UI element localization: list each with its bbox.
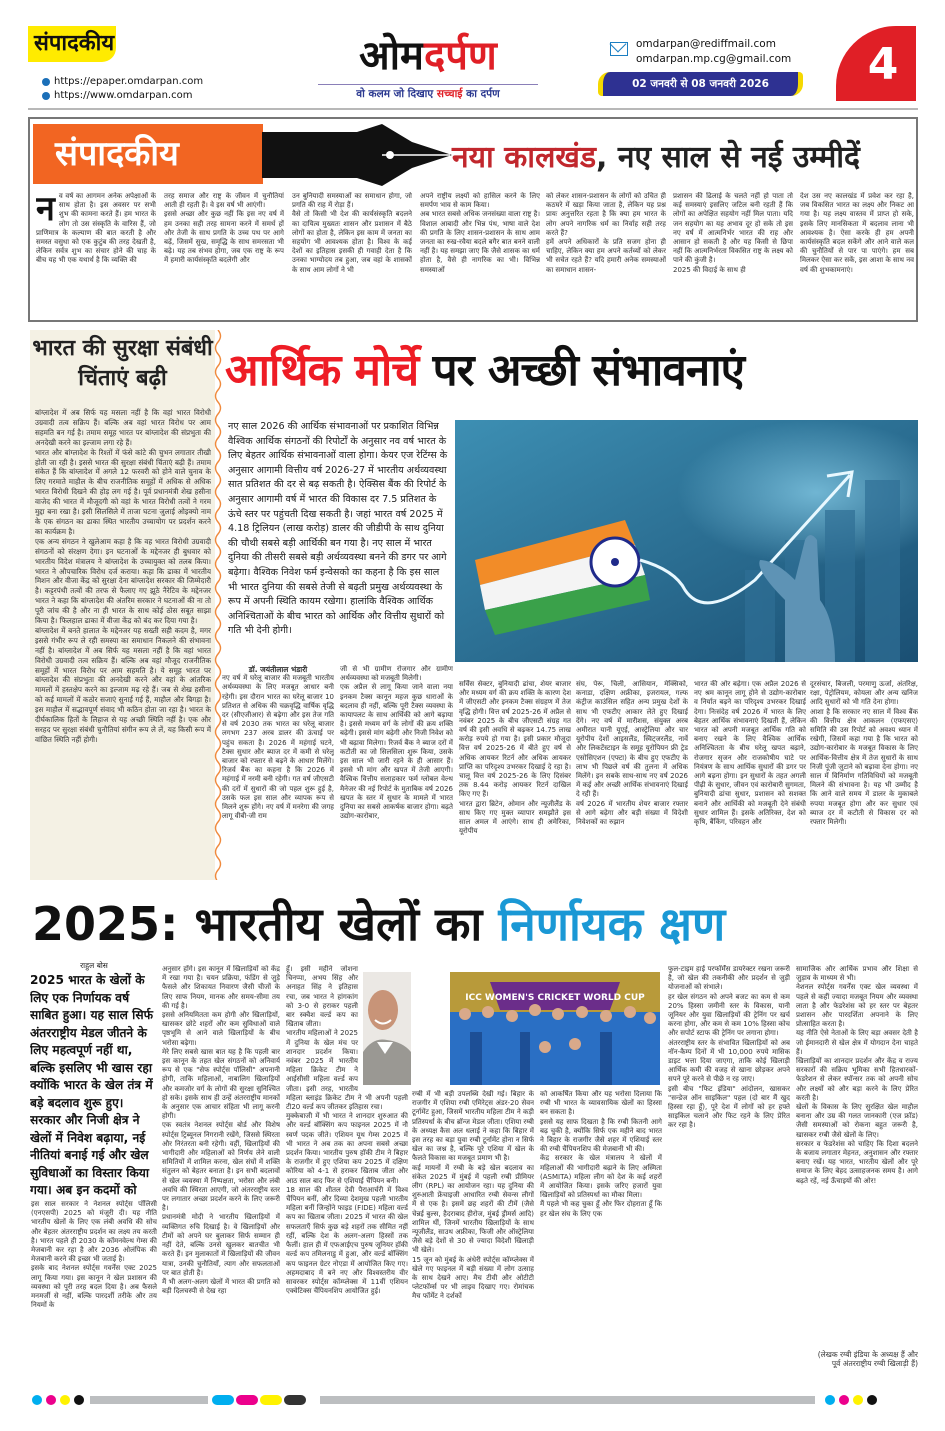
globe-icon: [42, 92, 50, 100]
author-note: (लेखक रग्बी इंडिया के अध्यक्ष हैं और पूर्व अंतरराष्ट्रीय रग्बी खिलाड़ी हैं): [817, 1350, 918, 1369]
growth-graphic-image: [455, 420, 918, 662]
globe-icon: [42, 78, 50, 86]
sports-column-6: फुल-टाइम हाई परफॉर्मेंस डायरेक्टर रखना जरूरी है, जो खेल की तकनीकी और प्रदर्शन से जुड़ी योजनाओं को संभाले। हर खेल संगठन को अपने बजट का कम से कम 20% हिस्सा जमीनी स्तर के विकास, यानी जूनियर और युवा खिलाड़ियों की ट्रेनिंग पर खर्च करना होगा, और कम से कम 10% हिस्सा कोच और सपोर्ट स्टाफ की ट्रेनिंग पर लगाना होगा। अंतरराष्ट्रीय स्तर के संभावित खिलाड़ियों को अब नॉन-कैम्प दिनों में भी 10,000 रुपये मासिक डाइट भत्ता दिया जाएगा, ताकि कोई खिलाड़ी आर्थिक कमी की वजह से खाना छोड़कर अपने सपने पूरे करने से पीछे न रह जाए। इसी बीच "फिट इंडिया" आंदोलन, खासकर "सन्डेज ऑन साइकिल" पहल (दो बार मैं खुद हिस्सा रहा हूँ), पूरे देश में लोगों को हर हफ्ते साइकिल चलाने और फिट रहने के लिए प्रेरित कर रहा है।: [668, 965, 790, 1130]
mail-icon: [610, 42, 628, 56]
editorial-column-3: उन बुनियादी समस्याओं का समाधान होगा, जो प्रगति की राह में रोड़ा हैं। वैसे तो किसी भी देश की कार्यसंस्कृति बदलने का दायित्व मुख्यतः शासन और प्रशासन में बैठे लोगों का होता है, लेकिन इस काम में जनता का सहयोग भी आवश्यक होता है। विश्व के कई देशों का इतिहास इसकी ही गवाही देता है कि उनका भाग्योदय तब हुआ, जब वहां के शासकों के साथ आम लोगों ने भी: [292, 192, 412, 274]
economy-column-1: [222, 665, 334, 873]
headline-red-part: आर्थिक मोर्चे: [225, 345, 419, 396]
sports-column-2: अनुसार होंगे। इस कानून में खिलाड़ियों को केंद्र में रखा गया है। चयन प्रक्रिया, फंडिंग से जुड़े फैसले और शिकायत निवारण जैसी चीजों के लिए साफ नियम, मानक और समय-सीमा तय की गई है। इससे अनियमितता कम होगी और खिलाड़ियों, खासकर छोटे शहरों और कम सुविधाओं वाले पृष्ठभूमि से आने वाले खिलाड़ियों के बीच भरोसा बढ़ेगा। मेरे लिए सबसे खास बात यह है कि पहली बार इस कानून के तहत खेल संगठनों को अनिवार्य रूप से एक "सेफ स्पोर्ट्स पॉलिसी" अपनानी होगी, ताकि महिलाओं, नाबालिग खिलाड़ियों और कमजोर वर्ग के लोगों की सुरक्षा सुनिश्चित हो सके। इसके साथ ही उन्हें अंतरराष्ट्रीय मानकों के अनुसार एक आचार संहिता भी लागू करनी होगी। एक स्वतंत्र नेशनल स्पोर्ट्स बोर्ड और विशेष स्पोर्ट्स ट्रिब्यूनल निगरानी रखेंगे, जिससे स्थिरता और निरंतरता बनी रहेगी। वहीं, खिलाड़ियों की भागीदारी और महिलाओं को निर्णय लेने वाली समितियों में शामिल करना, खेल संघों में शक्ति संतुलन को बेहतर बनाता है। इन सभी बदलावों से खेल व्यवस्था में निष्पक्षता, भरोसा और लंबी अवधि की स्थिरता आएगी, जो अंतरराष्ट्रीय स्तर पर लगातार अच्छा प्रदर्शन करने के लिए जरूरी है। प्रधानमंत्री मोदी ने भारतीय खिलाड़ियों में व्यक्तिगत रुचि दिखाई है। वे खिलाड़ियों और टीमों को अपने घर बुलाकर सिर्फ सम्मान ही नहीं देते, बल्कि उनसे खुलकर बातचीत भी करते हैं। इन मुलाकातों में खिलाड़ियों की जीवन यात्रा, उनकी चुनौतियाँ, त्याग और सफलताओं पर बात होती है। मैं भी अलग-अलग खेलों में भारत की प्रगति को बड़ी दिलचस्पी से देख रहा: [162, 965, 280, 1296]
tagline-part1: वो कलम जो दिखाए: [356, 88, 434, 100]
column-text: हूँ। इसी महीने जोशना चिनप्पा, अभय सिंह और अनाहत सिंह ने इतिहास रचा, जब भारत ने हांगकांग को 3-0 से हराकर पहली बार स्क्वैश वर्ल्ड कप का खिताब जीता। भारतीय महिलाओं ने 2025 में दुनिया के खेल मंच पर शानदार प्रदर्शन किया। नवंबर 2025 में भारतीय महिला क्रिकेट टीम ने आईसीसी महिला वर्ल्ड कप जीता। इसी तरह, भारतीय महिला ब्लाइंड क्रिकेट टीम ने भी अपनी पहली टी20 वर्ल्ड कप जीतकर इतिहास रचा। मुक्केबाजी में भी भारत ने शानदार शुरुआत की और वर्ल्ड बॉक्सिंग कप फाइनल 2025 में नौ स्वर्ण पदक जीते। एशियन यूथ गेम्स 2025 में भी भारत ने अब तक का अपना सबसे अच्छा प्रदर्शन किया। भारतीय पुरुष हॉकी टीम ने बिहार के राजगीर में हुए एशिया कप 2025 में दक्षिण कोरिया को 4-1 से हराकर खिताब जीता और आठ साल बाद फिर से एशियाई चैंपियन बनी। 18 साल की शीतल देवी पैराआर्चरी में विश्व चैंपियन बनीं, और दिव्या देशमुख पहली भारतीय महिला बनीं जिन्होंने फाइड (FIDE) महिला वर्ल्ड कप का खिताब जीता। 2025 में भारत की खेल सफलताएँ सिर्फ कुछ बड़े शहरों तक सीमित नहीं रहीं, बल्कि देश के अलग-अलग हिस्सों तक फैलीं। हाल ही में एफआईएच पुरुष जूनियर हॉकी वर्ल्ड कप तमिलनाडु में हुआ, और वर्ल्ड बॉक्सिंग कप फाइनल ग्रेटर नोएडा में आयोजित किए गए। अहमदाबाद में बने नए और विश्वस्तरीय वीर सावरकर स्पोर्ट्स कॉम्प्लेक्स में 11वीं एशियन एक्वेटिक्स चैंपियनशिप आयोजित हुई।: [286, 965, 408, 1296]
issue-date: 02 जनवरी से 08 जनवरी 2026: [598, 72, 803, 96]
intro-text: 2025 भारत के खेलों के लिए एक निर्णायक वर्ष साबित हुआ। यह साल सिर्फ अंतरराष्ट्रीय मेडल जीतने के लिए महत्वपूर्ण नहीं था, बल्कि इसलिए भी खास रहा क्योंकि भारत के खेल तंत्र में बड़े बदलाव शुरू हुए। सरकार और निजी क्षेत्र ने खेलों में निवेश बढ़ाया, नई नीतियां बनाई गई और खेल सुविधाओं का विस्तार किया गया। अब इन कदमों को: [30, 973, 153, 1196]
sports-column-7: सामाजिक और आर्थिक प्रभाव और शिक्षा से जुड़ाव के माध्यम से भी। नेशनल स्पोर्ट्स गवर्नेंस एक्ट खेल व्यवस्था में पहले से कहीं ज्यादा मजबूत नियम और व्यवस्था लाता है और फेडरेशंस को हर स्तर पर बेहतर प्रशासन और पारदर्शिता अपनाने के लिए प्रोत्साहित करता है। यह नीति ऐसे नेताओं के लिए बड़ा अवसर देती है जो ईमानदारी से खेल क्षेत्र में योगदान देना चाहते हैं। खिलाड़ियों का शानदार प्रदर्शन और केंद्र व राज्य सरकारों की सक्रिय भूमिका सभी हितधारकों-फेडरेशन से लेकर स्पॉन्सर तक को अपनी सोच और लक्ष्यों को और बड़ा करने के लिए प्रेरित करती है। खेलों के विकास के लिए सुरक्षित खेल माहौल बनाना और उम्र की गलत जानकारी (एज फ्रॉड) जैसी समस्याओं को रोकना बहुत जरूरी है, खासकर रग्बी जैसे खेलों के लिए। सरकार व फेडरेशंस को चाहिए कि दिशा बदलने के बजाय लगातार मेहनत, अनुशासन और रफ्तार बनाए रखें। यह भारत, भारतीय खेलों और पूरे समाज के लिए बेहद उत्साहजनक समय है। आगे बढ़ते रहें, नई ऊँचाइयों की ओर!: [796, 965, 918, 1185]
logo-part1: ओम: [359, 33, 424, 79]
tagline-part3: का दर्पण: [466, 88, 500, 100]
editorial-headline: [452, 135, 860, 176]
editorial-column-6: प्रशासन की ढिलाई के चलते नहीं हो पाता तो कई समस्याएं इसलिए जटिल बनी रहती हैं कि लोगों का अपेक्षित सहयोग नहीं मिल पाता। यदि जन सहयोग का यह अभाव दूर हो सके तो इस नए वर्ष में आत्मनिर्भर भारत की राह और आसान हो सकती है और यह किसी से छिपा नहीं कि आत्मनिर्भरता विकसित राष्ट्र के लक्ष्य को पाने की कुंजी है। 2025 की विदाई के साथ ही: [673, 192, 793, 274]
economy-intro: नए साल 2026 की आर्थिक संभावनाओं पर प्रकाशित विभिन्न वैश्विक आर्थिक संगठनों की रिपोर्टों के अनुसार नव वर्ष भारत के लिए बेहतर आर्थिक संभावनाओं वाला होगा। केयर एज रेटिंग्स के अनुसार आगामी वित्तीय वर्ष 2026-27 में भारतीय अर्थव्यवस्था सात प्रतिशत की दर से बढ़ सकती है। ऐक्सिस बैंक की रिपोर्ट के अनुसार आगामी वर्ष में भारत की विकास दर 7.5 प्रतिशत के ऊंचे स्तर पर पहुंचती दिख सकती है। जहां भारत वर्ष 2025 में 4.18 ट्रिलियन (लाख करोड़) डालर की जीडीपी के साथ दुनिया की चौथी सबसे बड़ी आर्थिकी बन गया है। नए साल में भारत दुनिया की तीसरी सबसे बड़ी अर्थव्यवस्था बनने की डगर पर आगे बढ़ेगा। वैश्विक निवेश फर्म इन्वेसको का कहना है कि इस साल भी भारत दुनिया की सबसे तेजी से बढ़ती प्रमुख अर्थव्यवस्था के रूप में अपनी स्थिति कायम रखेगा। हालांकि वैश्विक आर्थिक अनिश्चिताओं के बीच भारत को आर्थिक और वित्तीय सुधारों को गति भी देनी होगी।: [228, 421, 448, 637]
economy-headline: [225, 338, 744, 404]
website-link[interactable]: [42, 90, 192, 101]
sports-column-5: को आकर्षित किया और यह भरोसा दिलाया कि रग्बी भी भारत के व्यावसायिक खेलों का हिस्सा बन सकता है। इससे यह साफ दिखता है कि रग्बी कितनी आगे बढ़ चुकी है, क्योंकि सिर्फ एक महीने बाद भारत ने बिहार के राजगीर जैसे शहर में एशियाई स्तर की रग्बी चैंपियनशिप की मेजबानी भी की। केंद्र सरकार के खेल मंत्रालय ने खेलों में महिलाओं की भागीदारी बढ़ाने के लिए अस्मिता (ASMITA) महिला लीग को देश के कई शहरों में आयोजित किया। इसके जरिए हजारों युवा खिलाड़ियों को प्रतिस्पर्धा का मौका मिला। मैं पहले भी कह चुका हूँ और फिर दोहराता हूँ कि हर खेल संघ के लिए एक: [540, 1090, 662, 1218]
sidebar-body: बांग्लादेश में अब सिर्फ यह मसला नहीं है कि वहां भारत विरोधी उग्रवादी तत्व सक्रिय हैं। बल्कि अब वहां भारत विरोध पर आम सहमति बन गई है। तमाम समूह भारत पर बांग्लादेश की संप्रभुता की अनदेखी करने का इल्जाम लगा रहे हैं। भारत और बांग्लादेश के रिश्तों में फंसे कांटे की चुभन लगातार तीखी होती जा रही है। इससे भारत की सुरक्षा संबंधी चिंताएं बढ़ी हैं। तमाम संकेत हैं कि बांग्लादेश में अगले 12 फरवरी को होने वाले चुनाव के लिए गरमाते माहौल के बीच राजनीतिक समूहों में अधिक से अधिक भारत विरोधी दिखने की होड़ लग गई है। पूर्व प्रधानमंत्री शेख हसीना वाजेद की भारत में मौजूदगी को वहां के भारत विरोधी तत्वों ने गरम मुद्दा बना रखा है। इसी सिलसिले में ताजा घटना जुलाई ओइक्यो नाम के एक संगठन का ढाका स्थित भारतीय उच्चायोग पर प्रदर्शन करने का कार्यक्रम है। एक अन्य संगठन ने खुलेआम कहा है कि वह भारत विरोधी उग्रवादी संगठनों को संरक्षण देगा। इन घटनाओं के मद्देनजर ही बुधवार को भारतीय विदेश मंत्रालय ने बांग्लादेश के उच्चायुक्त को तलब किया। भारत ने औपचारिक विरोध दर्ज कराया। कहा कि ढाका में भारतीय मिशन और वीजा केंद्र को सुरक्षा देना बांग्लादेश सरकार की जिम्मेदारी है। कट्टरपंथी तत्वों की तरफ से फैलाए गए झूठे नैरेटिव के मद्देनजर भारत ने कहा कि बांग्लादेश की अंतरिम सरकार ने घटनाओं की ना तो पूरी जांच की है और ना ही भारत के साथ कोई ठोस सबूत साझा किया है। फिलहाल ढाका में वीजा केंद्र को बंद कर दिया गया है। बांग्लादेश में बनते हालात के मद्देनजर यह सख्ती सही कदम है, मगर इससे गंभीर रूप ले रही समस्या का समाधान निकलने की संभावना नहीं है। बांग्लादेश में अब सिर्फ यह मसला नहीं है कि वहां भारत विरोधी उग्रवादी तत्व सक्रिय हैं। बल्कि अब वहां मौजूद राजनीतिक समूहों में भारत विरोध पर आम सहमति है। ये समूह भारत पर बांग्लादेश की संप्रभुता की अनदेखी करने और वहां के आंतरिक मामलों में हस्तक्षेप करने का इल्जाम मढ़ रहे हैं। जब से शेख हसीना को कई मामलों में कठोर सजाएं सुनाई गई हैं, माहौल और बिगड़ा है। इस माहौल में सद्भावपूर्ण संवाद भी कठिन होता जा रहा है। भारत के दीर्घकालिक हितों के लिहाज से यह अच्छी स्थिति नहीं है। एक और सरहद पर सुरक्षा संबंधी चुनौतियां संगीन रूप ले लें, यह किसी रूप में वांछित स्थिति नहीं होगी।: [35, 408, 211, 744]
headline-black-part: , नए साल से नई उम्मीदें: [596, 140, 860, 175]
economy-column-4: संघ, पेरू, चिली, आसियान, मेक्सिको, कनाडा, दक्षिण अफ्रीका, इजरायल, गल्फ कंट्रीज काउंसिल सहित अन्य प्रमुख देशों के साथ भी एफटीए आकार लेते हुए दिखाई देंगे। नए वर्ष में मारीशस, संयुक्त अरब अमीरात यानी यूएई, आस्ट्रेलिया और चार यूरोपीय देशों आइसलैंड, स्विट्जरलैंड, नार्वे और लिकटेंस्टाइन के समूह यूरोपियन फ्री ट्रेड एसोसिएशन (एफ्टा) के बीच हुए एफटीए के लाभ भी पिछले वर्ष की तुलना में अधिक मिलेंगे। इन सबके साथ-साथ नए वर्ष 2026 में कई और अच्छी आर्थिक संभावनाएं दिखाई दे रही हैं। वर्ष 2026 में भारतीय शेयर बाजार रफ्तार से आगे बढ़ेगा और बड़ी संख्या में विदेशी निवेशकों का रुझान: [576, 680, 688, 827]
column-text: नए वर्ष में घरेलू बाजार की मजबूती भारतीय अर्थव्यवस्था के लिए मजबूत आधार बनी रहेगी। इस दौरान भारत का घरेलू बाजार 10 प्रतिशत से अधिक की चक्रवृद्धि वार्षिक वृद्धि दर (सीएजीआर) से बढ़ेगा और इस तेज गति से वर्ष 2030 तक भारत का घरेलू बाजार लगभग 237 अरब डालर की ऊंचाई पर पहुंच सकता है। 2026 में महंगाई घटने, टैक्स सुधार और ब्याज दर में कमी से घरेलू बाजार को रफ्तार से बढ़ने के आधार मिलेंगे। रिजर्व बैंक का कहना है कि 2026 में महंगाई में नरमी बनी रहेगी। गत वर्ष जीएसटी की दरों में सुधारों की जो पहल शुरू हुई है, उसके फल इस साल और व्यापक रूप से मिलने शुरू होंगे। नए वर्ष में मनरेगा की जगह लागू वीबी-जी राम: [222, 674, 334, 821]
sports-headline: [32, 893, 725, 955]
section-tag: संपादकीय: [28, 26, 116, 62]
sports-column-1: इस साल सरकार ने नेशनल स्पोर्ट्स पॉलिसी (एनएसपी) 2025 को मंजूरी दी। यह नीति भारतीय खेलों के लिए एक लंबी अवधि की सोच और बेहतर अंतरराष्ट्रीय प्रदर्शन का लक्ष्य तय करती है। भारत पहले ही 2030 के कॉमनवेल्थ गेम्स की मेजबानी कर रहा है और 2036 ओलंपिक की मेजबानी करने की इच्छा भी जताई है। इसके बाद नेशनल स्पोर्ट्स गवर्नेंस एक्ट 2025 लागू किया गया। इस कानून ने खेल प्रशासन की व्यवस्था को पूरी तरह बदल दिया है। अब फैसले मनमर्जी से नहीं, बल्कि पारदर्शी तरीके और तय नियमों के: [31, 1200, 157, 1310]
print-registration-bar: [30, 1393, 920, 1407]
editorial-column-1: [36, 192, 156, 318]
editorial-column-5: को लेकर शासन-प्रशासन के लोगों को उचित ही कठघरे में खड़ा किया जाता है, लेकिन यह प्रश्न प्रायः अनुत्तरित रहता है कि क्या हम भारत के लोग अपने नागरिक धर्म का निर्वाह सही तरह करते हैं? हमें अपने अधिकारों के प्रति सजग होना ही चाहिए, लेकिन क्या हम अपने कर्तव्यों को लेकर भी सचेत रहते हैं? यदि हमारी अनेक समस्याओं का समाधान शासन-: [546, 192, 666, 274]
author-byline: डॉ. जयंतीलाल भंडारी: [248, 665, 308, 674]
editorial-column-4: अपने राष्ट्रीय लक्ष्यों को हासिल करने के लिए समर्पण भाव से काम किया। अब भारत सबसे अधिक जनसंख्या वाला राष्ट्र है। विशाल आबादी और भिन्न पंथ, भाषा वाले देश की प्रगति के लिए शासन-प्रशासन के साथ आम जनता का रुख-रवैया बदले बगैर बात बनने वाली नहीं है। यह समझा जाए कि जैसे शासक का धर्म होता है, वैसे ही नागरिक का भी। विभिन्न समस्याओं: [420, 192, 540, 274]
banner-text: ICC WOMEN'S CRICKET WORLD CUP: [465, 993, 645, 1003]
epaper-url[interactable]: https://epaper.omdarpan.com: [54, 76, 204, 87]
logo-part2: दर्पण: [423, 33, 497, 79]
womens-world-cup-team-photo: [450, 972, 660, 1085]
headline-blue-part: निर्णायक क्षण: [498, 897, 726, 951]
sports-column-4: रग्बी में भी बड़ी उपलब्धि देखी गई। बिहार के राजगीर में एशिया रग्बी एमिरेट्स अंडर-20 सेवन टूर्नामेंट हुआ, जिसमें भारतीय महिला टीम ने कड़ी प्रतिस्पर्धा के बीच ब्रॉन्ज मेडल जीता। एशिया रग्बी के अध्यक्ष कैस अल धलाई ने कहा कि बिहार में इस तरह का बड़ा युवा रग्बी टूर्नामेंट होना न सिर्फ खेल का जश्न है, बल्कि पूरे एशिया में खेल के फैलते विकास का मजबूत प्रमाण भी है। कई मायनों में रग्बी के बड़े खेल बदलाव का संकेत 2025 में मुंबई में पहली रग्बी प्रीमियर लीग (RPL) का आयोजन रहा। यह दुनिया की शुरुआती फ्रेंचाइजी आधारित रग्बी सेवन्स लीगों में से एक है। इसमें छह शहरों की टीमें (जैसे चेन्नई बुल्स, हैदराबाद हीरोज, मुंबई ड्रीमर्स आदि) शामिल थीं, जिनमें भारतीय खिलाड़ियों के साथ न्यूजीलैंड, साउथ अफ्रीका, फिजी और ऑस्ट्रेलिया जैसे बड़े देशों से 30 से ज्यादा विदेशी खिलाड़ी भी खेले। 15 जून को मुंबई के अंधेरी स्पोर्ट्स कॉम्प्लेक्स में खेले गए फाइनल में बड़ी संख्या में लोग उत्साह के साथ देखने आए। मैच टीवी और ओटीटी प्लेटफॉर्म्स पर भी लाइव दिखाए गए। रोमांचक मैच फॉर्मेट ने दर्शकों: [412, 1090, 534, 1301]
page-number: 4: [836, 26, 916, 101]
divider: [28, 108, 918, 110]
editorial-column-7: देश उस नए कालखंड में प्रवेश कर रहा है, जब विकसित भारत का लक्ष्य और निकट आ गया है। यह लक्ष्य वास्तव में प्राप्त हो सके, इसके लिए मानसिकता में बदलाव लाना भी आवश्यक है। ऐसा करके ही हम अपनी कार्यसंस्कृति बदल सकेंगे और आने वाले कल की चुनौतियों से पार पा पाएंगे। हम सब मिलकर ऐसा कर सकें, इस आशा के साथ नव वर्ष की शुभकामनाएं।: [800, 192, 914, 274]
sidebar-title: भारत की सुरक्षा संबंधी चिंताएं बढ़ी: [32, 336, 213, 391]
epaper-link[interactable]: [42, 76, 203, 87]
headline-red-part: नया कालखंड: [452, 140, 597, 175]
email-2[interactable]: omdarpan.mp.cg@gmail.com: [636, 53, 792, 65]
drop-cap: न: [36, 192, 55, 229]
editorial-column-2: तरह समाज और राष्ट्र के जीवन में चुनौतियां आती ही रहती हैं। वे इस वर्ष भी आएंगी। इससे अच्छा और कुछ नहीं कि इस नए वर्ष में हम उनका सही तरह सामना करने में समर्थ हों और तेजी के साथ प्रगति के उच्च पथ पर आगे बढ़ें, जिसमें सुख, समृद्धि के साथ समरसता भी बढ़े। यह तब संभव होगा, जब एक राष्ट्र के रूप में हमारी कार्यसंस्कृति बदलेगी और: [164, 192, 284, 265]
author-photo: [363, 972, 411, 1085]
sports-intro: [30, 960, 158, 1196]
headline-black-part: 2025: भारतीय खेलों का: [32, 897, 499, 951]
editorial-banner: संपादकीय: [33, 124, 263, 184]
economy-column-5: भारत की ओर बढ़ेगा। एक अप्रैल 2026 से नए श्रम कानून लागू होने से उद्योग-कारोबार व निर्यात बढ़ने का परिदृश्य उभरकर दिखाई देगा। निःसंदेह वर्ष 2026 में भारत के लिए बेहतर आर्थिक संभावनाएं दिखती हैं, लेकिन भारत को अपनी मजबूत आर्थिक गति को बनाए रखने के लिए वैश्विक आर्थिक अनिश्चितता के बीच घरेलू खपत बढ़ाने, रोजगार सृजन और राजकोषीय घाटे पर नियंत्रण के साथ आर्थिक सुधारों की डगर पर आगे बढ़ना होगा। इन सुधारों के तहत अगली पीढ़ी के सुधार, जीवन एवं कारोबारी सुगमता, बुनियादी ढांचा सुधार, प्रशासन को सशक्त बनाने और आर्थिकी को मजबूती देने संबंधी सुधार शामिल हैं। इसके अतिरिक्त, देश को कृषि, बैंकिंग, परिवहन और: [694, 680, 806, 827]
headline-black-part: पर अच्छी संभावनाएं: [418, 345, 744, 396]
website-url[interactable]: https://www.omdarpan.com: [54, 90, 193, 101]
email-1[interactable]: omdarpan@rediffmail.com: [636, 38, 776, 50]
tagline-part2: सच्चाई: [436, 88, 463, 100]
tagline: [318, 84, 538, 101]
economy-column-6: दूरसंचार, बिजली, परमाणु ऊर्जा, अंतरिक्ष, रक्षा, पेट्रोलियम, कोयला और अन्य खनिज आदि सुधारों को भी गति देना होगा। आशा है कि सरकार नए साल में विश्व बैंक की वित्तीय क्षेत्र आकलन (एफएसए) समिति की उस रिपोर्ट को अवश्य ध्यान में रखेगी, जिसमें कहा गया है कि भारत को उद्योग-कारोबार के मजबूत विकास के लिए आर्थिक-वित्तीय क्षेत्र में तेज सुधारों के साथ निजी पूंजी जुटाने को बढ़ावा देना होगा। नए साल में विनिर्माण गतिविधियों को मजबूती मिलने की संभावना है। यह भी उम्मीद है कि आने वाले समय में डालर के मुकाबले रुपया मजबूत होगा और कर सुधार एवं ब्याज दर में कटौती से विकास दर को रफ्तार मिलेगी।: [810, 680, 918, 827]
economy-column-3: सर्विस सेक्टर, बुनियादी ढांचा, शेयर बाजार और मध्यम वर्ग की क्रय शक्ति के कारण देश में जीएसटी और इनकम टैक्स संग्रहण में तेज वृद्धि होगी। वित्त वर्ष 2025-26 में अप्रैल से नवंबर 2025 के बीच जीएसटी संग्रह गत वर्ष की इसी अवधि से बढ़कर 14.75 लाख करोड़ रुपये हो गया है। इसी प्रकार मौजूदा वित्त वर्ष 2025-26 में बीते हुए वर्ष से अधिक आयकर रिटर्न और अधिक आयकर प्राप्ति का परिदृश्य उभरकर दिखाई दे रहा है। चालू वित्त वर्ष 2025-26 के लिए दिसंबर तक 8.44 करोड़ आयकर रिटर्न दाखिल किए गए हैं। भारत द्वारा ब्रिटेन, ओमान और न्यूजीलैंड के साथ किए गए मुक्त व्यापार समझौते इस साल अमल में आएंगे। साथ ही अमेरिका, यूरोपीय: [459, 680, 571, 836]
newspaper-logo: [318, 32, 538, 80]
column-text: व वर्ष का आगमन अनेक अपेक्षाओं के साथ होता है। इस अवसर पर सभी शुभ की कामना करते हैं। हम भारत के लोग तो उस संस्कृति के वारिस हैं, जो प्राणिमात्र के कल्याण की बात करती है और समस्त वसुधा को एक कुटुंब की तरह देखती है, लेकिन सर्वत्र शुभ का संचार होने की चाह के बीच यह भी एक यथार्थ है कि व्यक्ति की: [36, 192, 156, 265]
author-byline: राहुल बोस: [80, 961, 108, 970]
pen-nib-icon: [262, 124, 452, 186]
economy-column-2: जी से भी ग्रामीण रोजगार और ग्रामीण अर्थव्यवस्था को मजबूती मिलेगी। एक अप्रैल से लागू किया जाने वाला नया इनकम टैक्स कानून महज कुछ धाराओं के बदलाव ही नहीं, बल्कि पूरी टैक्स व्यवस्था के कायापलट के साथ आर्थिकी को आगे बढ़ाया है। इससे मध्यम वर्ग के लोगों की क्रय शक्ति बढ़ेगी। इससे मांग बढ़ेगी और निजी निवेश को भी बढ़ावा मिलेगा। रिजर्व बैंक ने ब्याज दरों में कटौती का जो सिलसिला शुरू किया, उसके इस साल भी जारी रहने के ही आसार हैं। इससे भी मांग और खपत में तेजी आएगी। वैश्विक वित्तीय सलाहकार फर्म ग्लोबल वेल्थ मैनेजर की नई रिपोर्ट के मुताबिक वर्ष 2026 खपत के स्तर में सुधार के मामले में भारत दुनिया का सबसे आकर्षक बाजार होगा। बढ़ते उद्योग-कारोबार,: [340, 665, 453, 821]
